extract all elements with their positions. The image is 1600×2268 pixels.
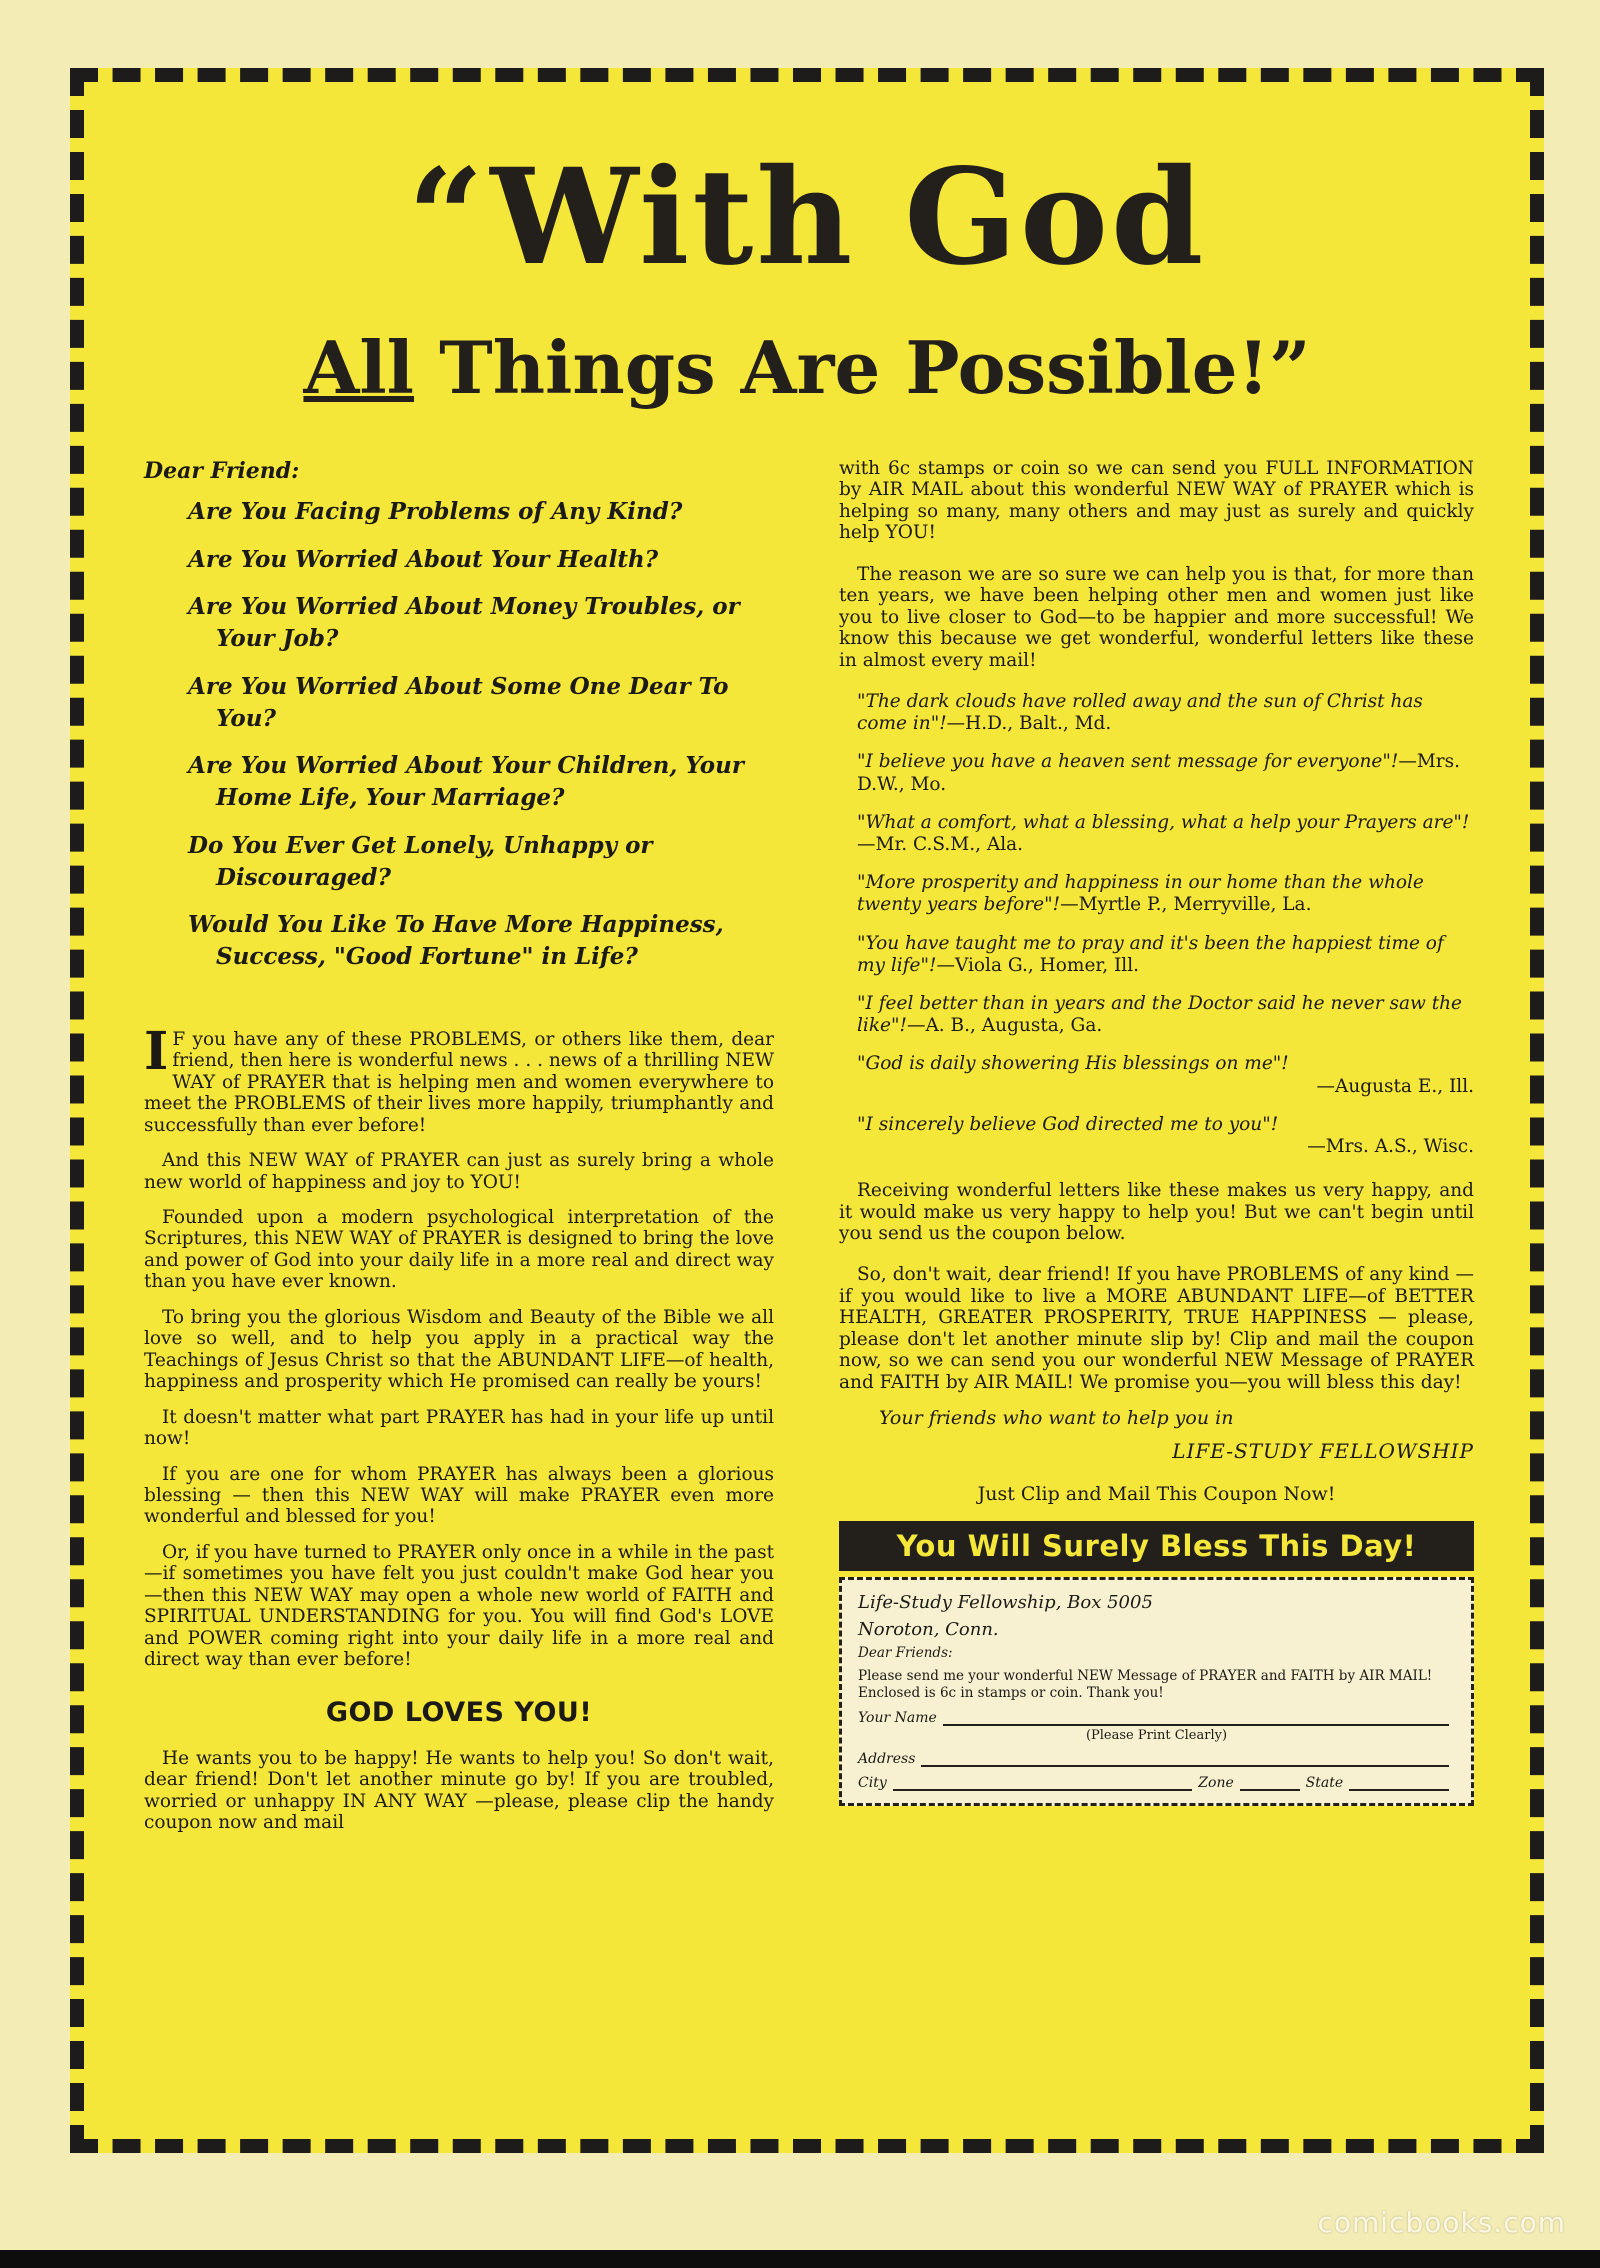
question-2: Are You Worried About Your Health? <box>188 545 659 573</box>
subheadline <box>144 325 1470 410</box>
testimonial-text: "I believe you have a heaven sent message for everyone"! <box>857 751 1399 773</box>
testimonial-text: "God is daily showering His blessings on me"! <box>857 1053 1289 1075</box>
testimonial <box>857 751 1474 795</box>
paragraph-1-text: F you have any of these PROBLEMS, or others like them, dear friend, then here is wonderful news . . . news of a thrilling NEW WAY of PRAYER that is helping men and women everywhere to meet the PROBLEMS of their lives more happily, triumphantly and successfully than ever before! <box>144 1028 774 1136</box>
name-label: Your Name <box>858 1709 937 1726</box>
testimonial-text: "The dark clouds have rolled away and the sun of Christ has come in"! <box>857 691 1423 735</box>
testimonial-text: "What a comfort, what a blessing, what a help your Prayers are"! <box>857 811 1470 833</box>
right-paragraph-4: So, don't wait, dear friend! If you have PROBLEMS of any kind — if you would like to live a MORE ABUNDANT LIFE—of BETTER HEALTH, GREATER PROSPERITY, TRUE HAPPINESS — please, please don't let another minute slip by! Clip and mail the coupon now, so we can send you our wonderful NEW Message of PRAYER and FAITH by AIR MAIL! We promise you—you will bless this day! <box>839 1264 1474 1393</box>
paragraph-2: And this NEW WAY of PRAYER can just as surely bring a whole new world of happiness and joy to YOU! <box>144 1150 774 1193</box>
paragraph-6: If you are one for whom PRAYER has always been a glorious blessing — then this NEW WAY will make PRAYER even more wonderful and blessed for you! <box>144 1463 774 1528</box>
ad-frame <box>70 68 1544 2153</box>
final-paragraph: He wants you to be happy! He wants to help you! So don't wait, dear friend! Don't let another minute go by! If you are troubled, worried or unhappy IN ANY WAY —please, please clip the handy coupon now and mail <box>144 1747 774 1833</box>
right-paragraph-2: The reason we are so sure we can help you is that, for more than ten years, we have been helping other men and women just like you to live closer to God—to be happier and more successful! We know this because we get wonderful, wonderful letters like these in almost every mail! <box>839 563 1474 671</box>
section-title: GOD LOVES YOU! <box>325 1696 593 1728</box>
question-7: Would You Like To Have More Happiness, Success, "Good Fortune" in Life? <box>188 911 724 971</box>
drop-cap: I <box>144 1020 169 1082</box>
testimonial <box>857 1114 1474 1158</box>
right-column <box>839 458 1474 1806</box>
paragraph-1 <box>144 1020 774 1136</box>
state-field[interactable] <box>1349 1775 1449 1791</box>
paragraph-7: Or, if you have turned to PRAYER only once in a while in the past—if sometimes you have felt you just couldn't make God hear you—then this NEW WAY may open a whole new world of FAITH and SPIRITUAL UNDERSTANDING for you. You will find God's LOVE and POWER coming right into your daily life in a more real and direct way than ever before! <box>144 1541 775 1671</box>
coupon-address-row <box>858 1751 1455 1767</box>
testimonial <box>857 691 1474 735</box>
coupon-address-line-2: Noroton, Conn. <box>858 1618 999 1640</box>
headline: “With God <box>407 140 1207 295</box>
signoff-organization: LIFE-STUDY FELLOWSHIP <box>1172 1439 1474 1464</box>
coupon-city-row <box>858 1775 1455 1791</box>
testimonial-text: "I sincerely believe God directed me to you"! <box>857 1113 1279 1135</box>
testimonial-author: —Augusta E., Ill. <box>1316 1075 1474 1097</box>
salutation: Dear Friend: <box>144 458 300 484</box>
city-label: City <box>858 1774 887 1791</box>
question-6: Do You Ever Get Lonely, Unhappy or Discouraged? <box>188 831 653 891</box>
paragraph-4: To bring you the glorious Wisdom and Beauty of the Bible we all love so well, and to help you apply in a practical way the Teachings of Jesus Christ so that the ABUNDANT LIFE—of health, happiness and prosperity which He promised can really be yours! <box>144 1306 774 1393</box>
testimonial-author: —Mrs. A.S., Wisc. <box>1307 1135 1474 1157</box>
testimonial <box>857 993 1474 1037</box>
paragraph-3: Founded upon a modern psychological interpretation of the Scriptures, this NEW WAY of PRAYER is designed to bring the love and power of God into your daily life in a more real and direct way than you have ever known. <box>144 1206 774 1293</box>
testimonial-author: —H.D., Balt., Md. <box>946 713 1112 735</box>
testimonial <box>857 872 1474 916</box>
clip-instruction: Just Clip and Mail This Coupon Now! <box>977 1483 1336 1506</box>
testimonial-author: —Mrs. D.W., Mo. <box>857 751 1460 795</box>
question-1: Are You Facing Problems of Any Kind? <box>188 498 683 525</box>
coupon-name-row <box>858 1710 1455 1726</box>
state-label: State <box>1305 1774 1344 1791</box>
bottom-bar <box>0 2250 1600 2268</box>
mail-coupon[interactable] <box>839 1577 1474 1806</box>
testimonial-author: —Myrtle P., Merryville, La. <box>1060 894 1312 916</box>
coupon-greeting: Dear Friends: <box>858 1645 953 1662</box>
testimonial-text: "I feel better than in years and the Doctor said he never saw the like"! <box>857 992 1463 1037</box>
signoff-line: Your friends who want to help you in <box>879 1407 1234 1430</box>
testimonial-author: —A. B., Augusta, Ga. <box>906 1015 1103 1037</box>
coupon-request: Please send me your wonderful NEW Message of PRAYER and FAITH by AIR MAIL! Enclosed is 6c in stamps or coin. Thank you! <box>858 1668 1433 1701</box>
right-paragraph-1: with 6c stamps or coin so we can send you FULL INFORMATION by AIR MAIL about this wonderful NEW WAY of PRAYER which is helping so many, many others and may just as surely and quickly help YOU! <box>839 458 1474 544</box>
zone-label: Zone <box>1198 1774 1234 1791</box>
address-field[interactable] <box>921 1751 1449 1767</box>
coupon-address-line-1: Life-Study Fellowship, Box 5005 <box>858 1592 1153 1614</box>
coupon-banner: You Will Surely Bless This Day! <box>839 1521 1474 1571</box>
subheadline-underlined: All <box>303 325 415 410</box>
question-3: Are You Worried About Money Troubles, or Your Job? <box>188 593 740 653</box>
name-hint: (Please Print Clearly) <box>1085 1727 1228 1743</box>
name-field[interactable] <box>943 1710 1449 1726</box>
watermark: comicbooks.com <box>1317 2206 1566 2239</box>
testimonial <box>857 812 1474 856</box>
zone-field[interactable] <box>1240 1775 1300 1791</box>
subheadline-rest: Things Are Possible!” <box>414 325 1311 410</box>
address-label: Address <box>858 1750 916 1767</box>
left-column <box>144 458 774 1847</box>
testimonial-text: "More prosperity and happiness in our home than the whole twenty years before"! <box>857 872 1424 916</box>
paragraph-5: It doesn't matter what part PRAYER has had in your life up until now! <box>144 1406 774 1450</box>
testimonial-author: —Viola G., Homer, Ill. <box>936 954 1139 976</box>
question-5: Are You Worried About Your Children, Your Home Life, Your Marriage? <box>188 752 744 812</box>
testimonial <box>857 1053 1474 1097</box>
question-4: Are You Worried About Some One Dear To You? <box>188 672 729 732</box>
testimonial-author: —Mr. C.S.M., Ala. <box>857 834 1024 856</box>
right-paragraph-3: Receiving wonderful letters like these makes us very happy, and it would make us very happy to help you! But we can't begin until you send us the coupon below. <box>839 1180 1474 1244</box>
city-field[interactable] <box>893 1775 1193 1791</box>
testimonial-text: "You have taught me to pray and it's been the happiest time of my life"! <box>857 932 1444 976</box>
testimonial <box>857 933 1474 977</box>
